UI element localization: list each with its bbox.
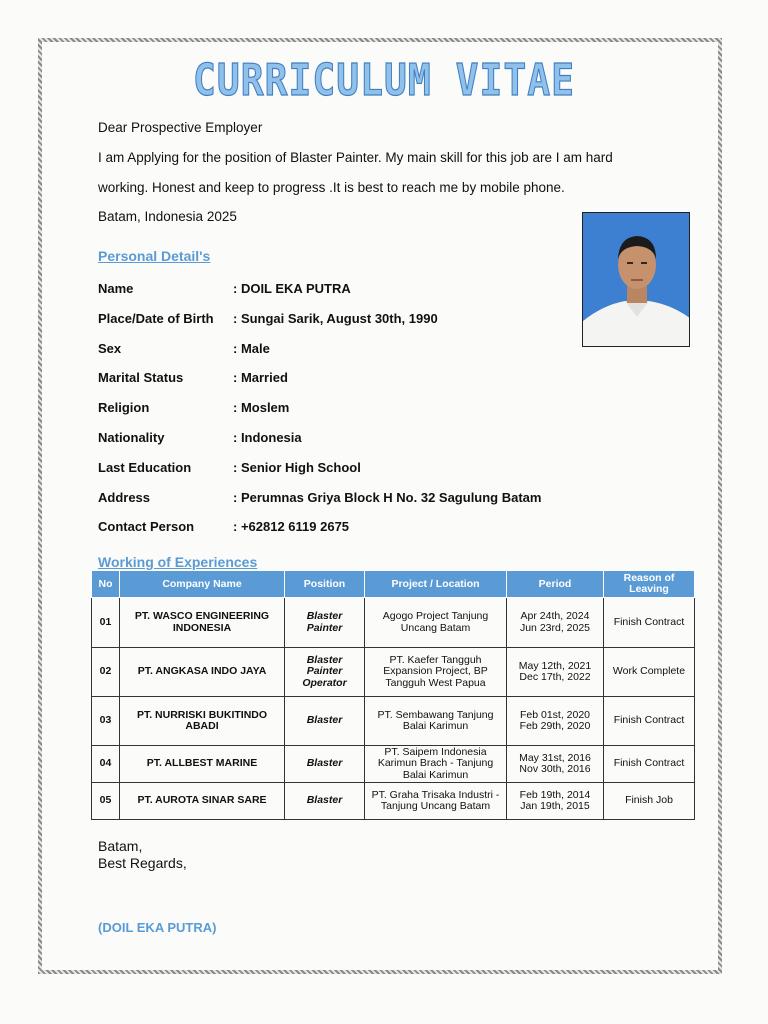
cell-no: 04 — [92, 746, 120, 783]
table-row — [92, 783, 695, 820]
period-start: Feb 19th, 2014 — [519, 788, 591, 801]
column-header: No — [92, 571, 120, 598]
table-header-row — [92, 571, 695, 598]
detail-label: Place/Date of Birth — [98, 311, 214, 326]
period-start: May 31st, 2016 — [519, 751, 591, 764]
detail-label: Last Education — [98, 460, 192, 475]
cell-reason: Finish Contract — [604, 598, 695, 648]
letter-greeting: Dear Prospective Employer — [98, 120, 263, 135]
cell-project: PT. Kaefer Tangguh Expansion Project, BP Tangguh West Papua — [365, 648, 507, 697]
column-header: Project / Location — [365, 571, 507, 598]
cell-position: Blaster Painter Operator — [285, 648, 365, 697]
detail-value: : Sungai Sarik, August 30th, 1990 — [233, 311, 438, 326]
period-end: Jan 19th, 2015 — [520, 800, 590, 812]
cell-position: Blaster — [285, 783, 365, 820]
detail-value: : Perumnas Griya Block H No. 32 Sagulung Batam — [233, 490, 542, 505]
cell-company: PT. AUROTA SINAR SARE — [120, 783, 285, 820]
cell-position: Blaster — [285, 746, 365, 783]
column-header: Period — [507, 571, 604, 598]
table-row — [92, 598, 695, 648]
cell-period — [507, 746, 604, 783]
column-header: Company Name — [120, 571, 285, 598]
cell-no: 01 — [92, 598, 120, 648]
period-start: Apr 24th, 2024 — [520, 610, 590, 622]
profile-photo-image — [583, 213, 690, 347]
profile-photo — [582, 212, 690, 347]
detail-label: Religion — [98, 400, 150, 415]
cell-reason: Work Complete — [604, 648, 695, 697]
cell-position: Blaster — [285, 697, 365, 746]
cell-period — [507, 648, 604, 697]
cell-company: PT. ANGKASA INDO JAYA — [120, 648, 285, 697]
detail-label: Contact Person — [98, 519, 195, 534]
detail-label: Address — [98, 490, 151, 505]
detail-value: : Senior High School — [233, 460, 361, 475]
cell-reason: Finish Job — [604, 783, 695, 820]
cell-project: PT. Saipem Indonesia Karimun Brach - Tanjung Balai Karimun — [365, 746, 507, 783]
period-start: Feb 01st, 2020 — [519, 708, 591, 721]
cell-project: PT. Graha Trisaka Industri - Tanjung Uncang Batam — [365, 783, 507, 820]
detail-label: Marital Status — [98, 370, 184, 385]
detail-label: Sex — [98, 341, 122, 356]
cell-reason: Finish Contract — [604, 697, 695, 746]
cell-company: PT. WASCO ENGINEERING INDONESIA — [120, 598, 285, 648]
page-border-frame — [38, 38, 722, 974]
table-row — [92, 697, 695, 746]
letter-line-1: I am Applying for the position of Blaster Painter. My main skill for this job are I am hard — [98, 150, 613, 165]
cell-company: PT. NURRISKI BUKITINDO ABADI — [120, 697, 285, 746]
period-end: Jun 23rd, 2025 — [519, 621, 591, 634]
cell-period — [507, 598, 604, 648]
table-row — [92, 648, 695, 697]
closing-regards: Best Regards, — [98, 855, 187, 871]
detail-value: : Moslem — [233, 400, 290, 415]
letter-place-year: Batam, Indonesia 2025 — [98, 209, 237, 224]
column-header: Reason of Leaving — [604, 571, 695, 598]
period-end: Feb 29th, 2020 — [519, 720, 591, 732]
detail-label: Name — [98, 281, 134, 296]
cell-no: 05 — [92, 783, 120, 820]
column-header: Position — [285, 571, 365, 598]
document-title: CURRICULUM VITAE — [192, 54, 576, 106]
detail-label: Nationality — [98, 430, 165, 445]
experience-table — [91, 570, 695, 820]
cell-position: Blaster Painter — [285, 598, 365, 648]
cell-no: 03 — [92, 697, 120, 746]
detail-value: : Male — [233, 341, 270, 356]
cell-project: PT. Sembawang Tanjung Balai Karimun — [365, 697, 507, 746]
detail-value: : Indonesia — [233, 430, 302, 445]
experience-heading: Working of Experiences — [98, 554, 258, 570]
closing-place: Batam, — [98, 838, 143, 854]
detail-value: : DOIL EKA PUTRA — [233, 281, 351, 296]
period-end: Dec 17th, 2022 — [519, 671, 591, 683]
period-start: May 12th, 2021 — [518, 659, 592, 672]
cell-period — [507, 783, 604, 820]
detail-value: : Married — [233, 370, 288, 385]
cell-company: PT. ALLBEST MARINE — [120, 746, 285, 783]
personal-details-heading: Personal Detail's — [98, 248, 211, 264]
letter-line-2: working. Honest and keep to progress .It is best to reach me by mobile phone. — [98, 180, 565, 195]
cell-no: 02 — [92, 648, 120, 697]
cell-period — [507, 697, 604, 746]
cell-project: Agogo Project Tanjung Uncang Batam — [365, 598, 507, 648]
signature-name: (DOIL EKA PUTRA) — [98, 920, 217, 935]
cell-reason: Finish Contract — [604, 746, 695, 783]
table-row — [92, 746, 695, 783]
detail-value: : +62812 6119 2675 — [233, 519, 350, 534]
period-end: Nov 30th, 2016 — [519, 763, 591, 775]
